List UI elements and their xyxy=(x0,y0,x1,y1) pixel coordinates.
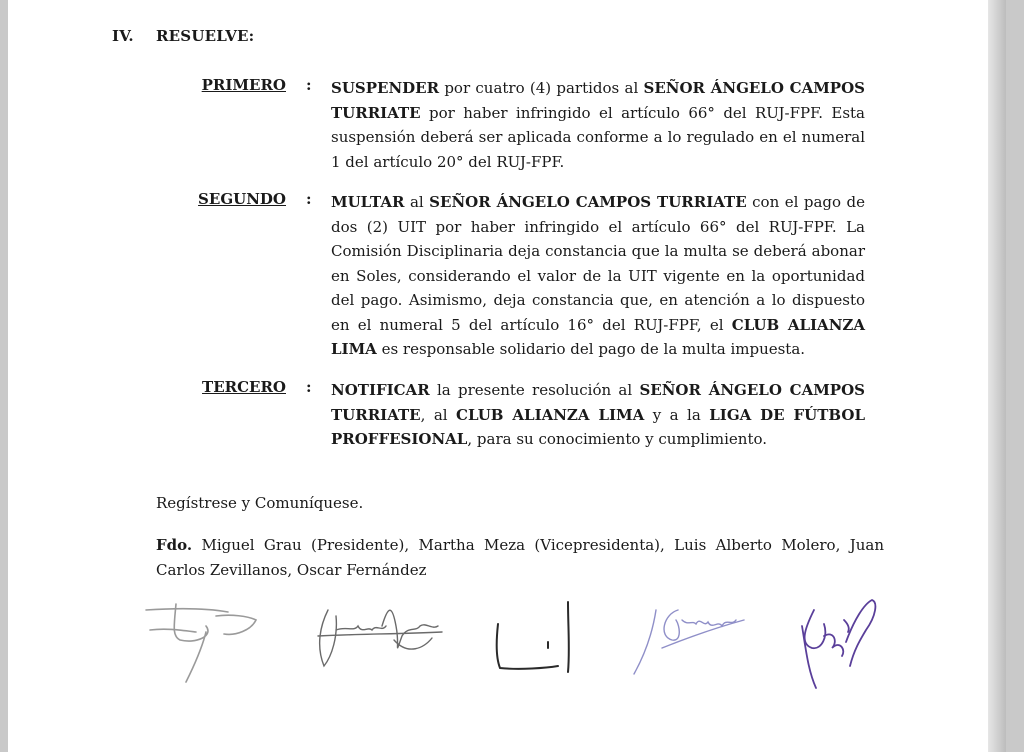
bold-run: SEÑOR ÁNGELO CAMPOS TURRIATE xyxy=(331,381,865,424)
signature-3 xyxy=(486,596,586,680)
closing-text: Regístrese y Comuníquese. xyxy=(156,494,364,512)
text-run: la presente resolución al xyxy=(429,381,640,399)
text-run: , para su conocimiento y cumplimiento. xyxy=(467,430,768,448)
bold-run: SEÑOR ÁNGELO CAMPOS TURRIATE xyxy=(331,79,865,122)
signature-4 xyxy=(622,596,752,682)
item-colon: : xyxy=(306,190,312,208)
signers-list xyxy=(156,533,884,582)
item-label: SEGUNDO xyxy=(198,190,286,208)
bold-run: MULTAR xyxy=(331,193,405,211)
bold-run: CLUB ALIANZA LIMA xyxy=(456,405,645,424)
text-run: es responsable solidario del pago de la multa impuesta. xyxy=(376,340,806,358)
section-title: RESUELVE: xyxy=(156,27,255,45)
signature-2 xyxy=(298,596,448,676)
text-run: con el pago de dos (2) UIT por haber infringido el artículo 66° del RUJ-FPF. La Comisión Disciplinaria deja constancia que la multa se deberá abonar en Soles, considerando el valor de la UIT vigente en la oportunidad del pago. Asimismo, deja constancia que, en atención a lo dispuesto en el numeral 5 del artículo 16° del RUJ-FPF, el xyxy=(331,193,865,334)
bold-run: NOTIFICAR xyxy=(331,381,430,399)
item-colon: : xyxy=(306,76,312,94)
section-heading xyxy=(112,27,254,45)
item-body xyxy=(331,76,865,174)
bold-run: SEÑOR ÁNGELO CAMPOS TURRIATE xyxy=(429,193,747,211)
text-run: , al xyxy=(420,405,457,424)
signature-5 xyxy=(784,590,894,694)
bold-run: LIGA DE FÚTBOL PROFFESIONAL xyxy=(331,405,865,448)
text-run: por haber infringido el artículo 66° del RUJ-FPF. Esta suspensión deberá ser aplicada conforme a lo regulado en el numeral 1 del artículo 20° del RUJ-FPF. xyxy=(331,103,865,171)
bold-run: SUSPENDER xyxy=(331,79,440,97)
signature-1 xyxy=(136,596,266,688)
page-edge-shadow xyxy=(988,0,1006,752)
signers-prefix: Fdo. xyxy=(156,536,193,554)
item-colon: : xyxy=(306,378,312,396)
document-page xyxy=(8,0,1006,752)
item-label: PRIMERO xyxy=(201,76,286,94)
section-number: IV. xyxy=(112,27,134,45)
item-body xyxy=(331,378,865,452)
text-run: y a la xyxy=(644,405,710,424)
text-run: por cuatro (4) partidos al xyxy=(439,79,644,97)
item-body xyxy=(331,190,865,362)
signers-names: Miguel Grau (Presidente), Martha Meza (Vicepresidenta), Luis Alberto Molero, Juan Carlos Zevillanos, Oscar Fernández xyxy=(156,536,884,579)
bold-run: CLUB ALIANZA LIMA xyxy=(331,315,865,358)
item-label: TERCERO xyxy=(202,378,286,396)
text-run: al xyxy=(404,193,430,211)
